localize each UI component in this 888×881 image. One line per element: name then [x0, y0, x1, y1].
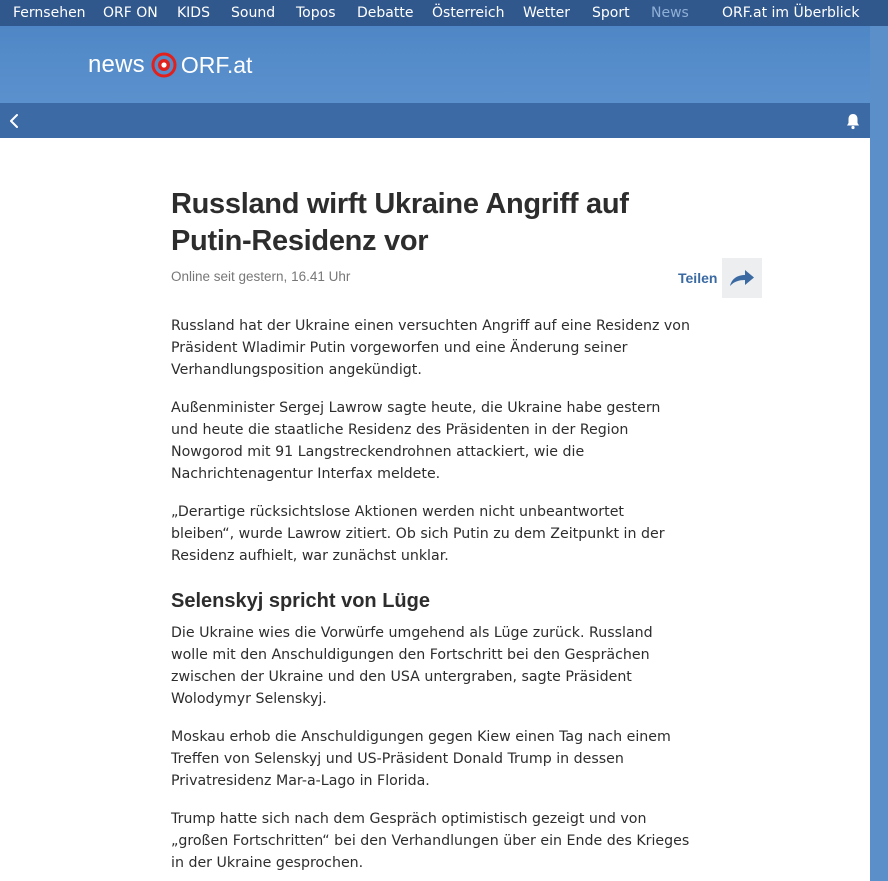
article-paragraph: Trump hatte sich nach dem Gespräch optimistisch gezeigt und von „großen Fortschritten“ bei den Verhandlungen über ein Ende des Krieges in der Ukraine gesprochen. — [171, 811, 690, 871]
article-headline: Russland wirft Ukraine Angriff auf Putin-Residenz vor — [171, 188, 629, 257]
orf-eye-icon — [151, 52, 177, 78]
nav-item-orf-overview[interactable]: ORF.at im Überblick — [722, 5, 860, 21]
article-content — [0, 138, 870, 881]
nav-item-oesterreich[interactable]: Österreich — [432, 5, 505, 21]
share-label: Teilen — [678, 270, 718, 286]
article-toolbar — [0, 103, 870, 138]
nav-item-wetter[interactable]: Wetter — [523, 5, 570, 21]
article-paragraph: „Derartige rücksichtslose Aktionen werden nicht unbeantwortet bleiben“, wurde Lawrow zitiert. Ob sich Putin zu dem Zeitpunkt in der Residenz aufhielt, war zunächst unklar. — [171, 504, 665, 564]
news-orf-logo[interactable] — [88, 48, 252, 82]
logo-news-text: news — [88, 51, 145, 78]
article-paragraph: Russland hat der Ukraine einen versuchten Angriff auf eine Residenz von Präsident Wladimir Putin vorgeworfen und eine Änderung seiner Verhandlungsposition angekündigt. — [171, 318, 690, 378]
logo-orf-text: ORF.at — [180, 51, 253, 78]
nav-item-news[interactable]: News — [651, 5, 689, 21]
nav-item-sport[interactable]: Sport — [592, 5, 630, 21]
share-button[interactable] — [678, 258, 762, 298]
share-arrow-icon — [722, 258, 762, 298]
article-paragraph: Die Ukraine wies die Vorwürfe umgehend als Lüge zurück. Russland wolle mit den Anschuldigungen den Fortschritt bei den Gesprächen zwischen der Ukraine und den USA untergraben, sagte Präsident Wolodymyr Selenskyj. — [171, 625, 653, 707]
article-dateline: Online seit gestern, 16.41 Uhr — [171, 269, 351, 284]
article-paragraph: Moskau erhob die Anschuldigungen gegen Kiew einen Tag nach einem Treffen von Selenskyj und US-Präsident Donald Trump in dessen Privatresidenz Mar-a-Lago in Florida. — [171, 729, 671, 789]
article-paragraph: Außenminister Sergej Lawrow sagte heute, die Ukraine habe gestern und heute die staatliche Residenz des Präsidenten in der Region Nowgorod mit 91 Langstreckendrohnen attackiert, wie die Nachrichtenagentur Interfax meldete. — [171, 400, 661, 482]
chevron-left-icon[interactable] — [4, 110, 26, 132]
bell-icon[interactable] — [843, 111, 863, 131]
article-subheading: Selenskyj spricht von Lüge — [171, 590, 430, 612]
nav-item-fernsehen[interactable]: Fernsehen — [13, 5, 86, 21]
nav-item-orf-on[interactable]: ORF ON — [103, 5, 158, 21]
window-right-edge — [870, 0, 888, 881]
top-navigation — [0, 0, 870, 26]
site-header — [0, 26, 870, 103]
nav-item-debatte[interactable]: Debatte — [357, 5, 414, 21]
nav-item-sound[interactable]: Sound — [231, 5, 276, 21]
nav-item-kids[interactable]: KIDS — [177, 5, 210, 21]
nav-item-topos[interactable]: Topos — [296, 5, 336, 21]
